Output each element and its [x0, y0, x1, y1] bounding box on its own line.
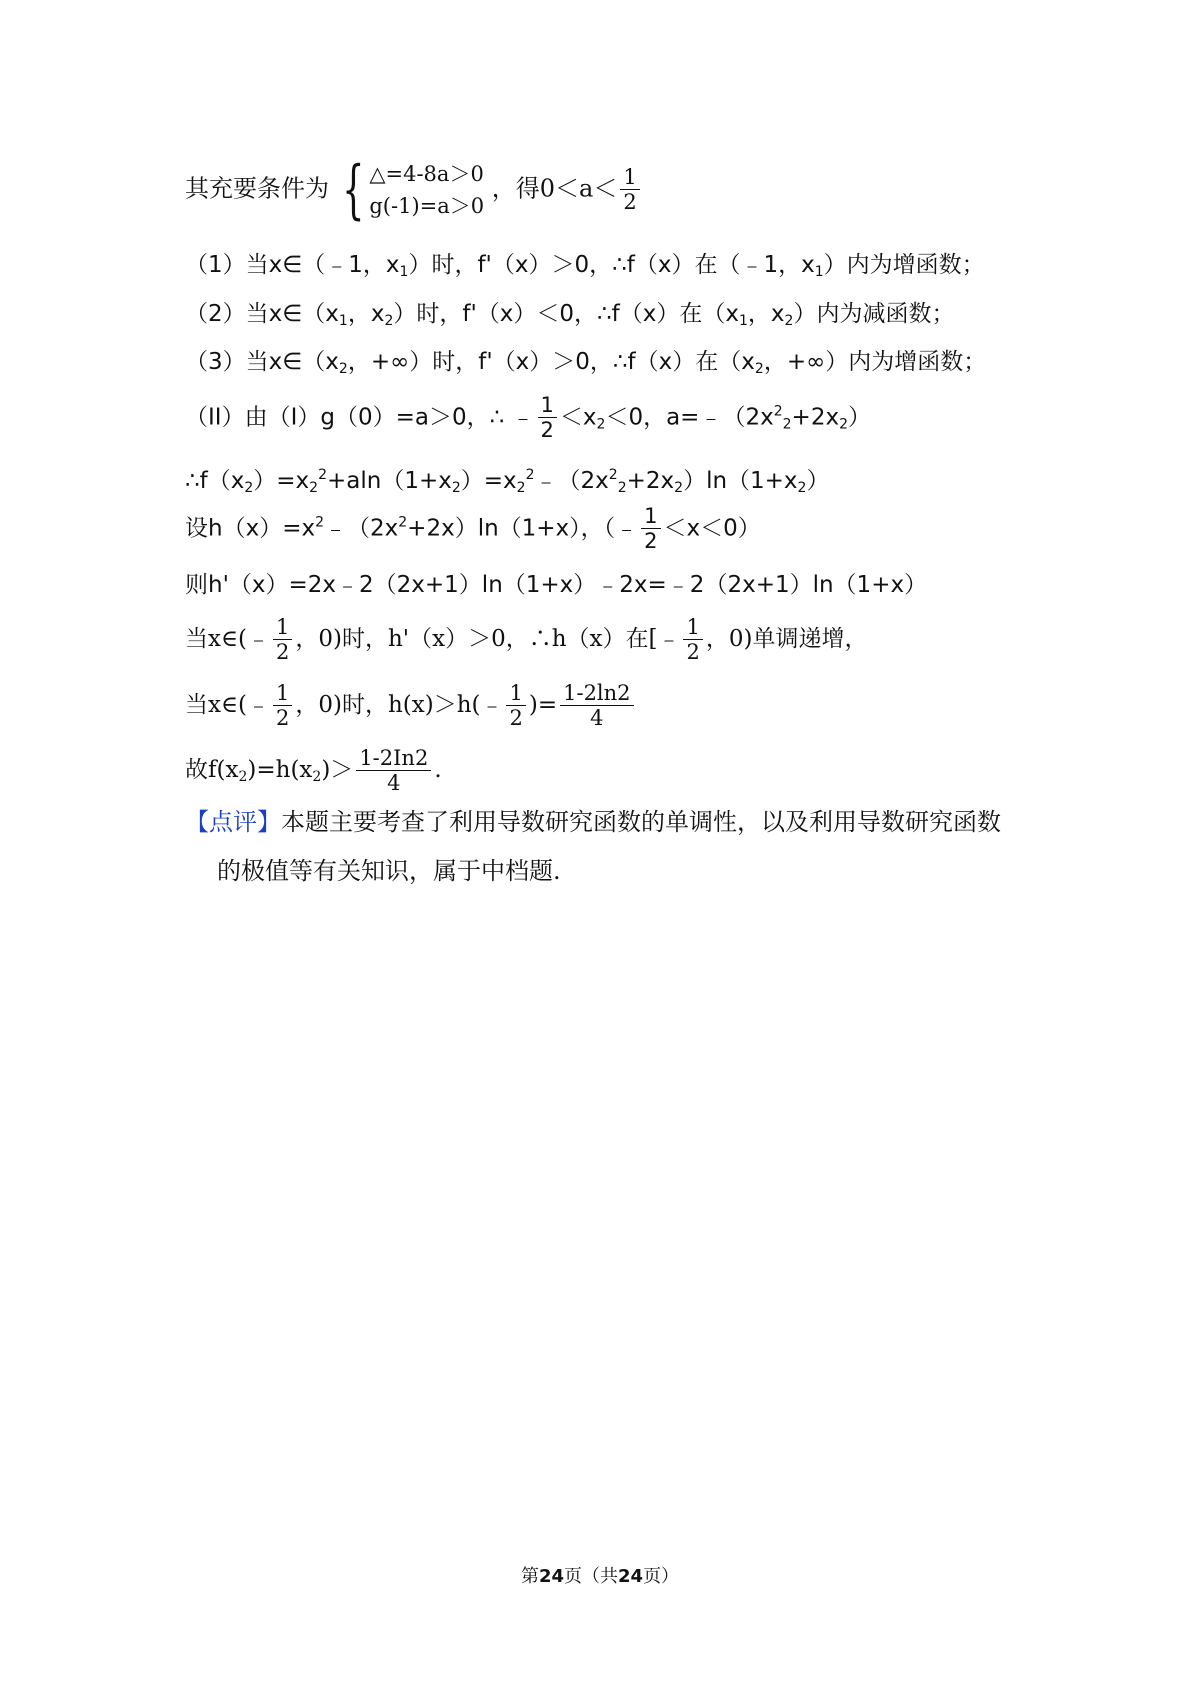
comment-text-2: 的极值等有关知识，属于中档题.: [217, 857, 561, 885]
conditions-line: [185, 153, 643, 227]
conditions-prefix: 其充要条件为: [185, 174, 329, 203]
conditions-result: ，得0＜a＜: [491, 174, 618, 203]
page-footer: 第24页（共24页）: [520, 1566, 680, 1587]
case-system: [337, 153, 485, 227]
case-1-line: （1）当x∈（﹣1，$x_1$）时，f'（x）＞0，∴f（x）在（﹣1，$x_1$）内为增函数；: [185, 252, 985, 280]
bound-line: 当x∈(﹣ $\frac{1}{2}$ ，0)时，h(x)＞h(﹣ $\frac{1}{2}$ )= $\frac{1-2\ln 2}{4}$: [185, 683, 637, 729]
h-definition-line: 设$h(x)=x^2﹣(2x^2+2x)\ln(1+x)$，（﹣ $\frac{1}{2}$ ＜x＜0）: [185, 504, 761, 553]
page-number: 24: [538, 1566, 564, 1587]
fraction-result: $\frac{1-2In2}{4}$: [356, 748, 431, 794]
f-x2-line: $\therefore f(x_2)=x_2^2+aln(1+x_2)=x_2^2﹣(2x^2_2+2x_2)\ln(1+x_2)$: [185, 467, 830, 496]
fraction-half: $\frac{1}{2}$: [273, 617, 292, 663]
fraction-half: $\frac{1}{2}$: [641, 506, 660, 552]
comment-text-1: 本题主要考查了利用导数研究函数的单调性，以及利用导数研究函数: [281, 808, 1001, 836]
page-total: 24: [618, 1566, 644, 1587]
monotonic-line: 当x∈(﹣ $\frac{1}{2}$ ，0)时，h'（x）＞0，∴h（x）在[﹣ $\frac{1}{2}$ ，0)单调递增，: [185, 615, 868, 664]
case-top: △=4-8a＞0: [369, 162, 484, 186]
fraction-half: $\frac{1}{2}$: [506, 683, 525, 729]
case-bottom: g(-1)=a＞0: [369, 194, 485, 218]
left-brace-icon: {: [341, 153, 365, 227]
fraction-half: $\frac{1}{2}$: [620, 167, 639, 213]
fraction-half: $\frac{1}{2}$: [683, 617, 702, 663]
fraction-half: $\frac{1}{2}$: [538, 395, 557, 441]
conclusion-line: 故$f(x_2)=h(x_2)>$ $\frac{1-2In2}{4}$ .: [185, 746, 442, 795]
fraction-half: $\frac{1}{2}$: [273, 683, 292, 729]
h-derivative-line: 则h'（x）=2x﹣2（2x+1）ln（1+x）﹣2x=﹣2（2x+1）ln（1+x）: [185, 572, 928, 598]
part-2-line: （II）由（I）g（0）=a＞0，∴ ﹣ $\frac{1}{2}$ $<x_2<0$，$a=﹣(2x^2_2+2x_2)$: [185, 393, 871, 442]
comment-line-1: [185, 807, 1001, 837]
case-2-line: （2）当$x\in(x_1$，$x_2$）时，f'（x）＜0，∴f（x）在（$x_1$，$x_2$）内为减函数；: [185, 301, 955, 329]
case-3-line: （3）当$x\in(x_2$，+∞）时，f'（x）＞0，∴f（x）在（$x_2$，+∞）内为增函数；: [185, 349, 987, 377]
comment-line-2: [217, 856, 561, 886]
comment-label: 【点评】: [185, 808, 281, 836]
fraction-bound: $\frac{1-2\ln 2}{4}$: [560, 683, 633, 729]
